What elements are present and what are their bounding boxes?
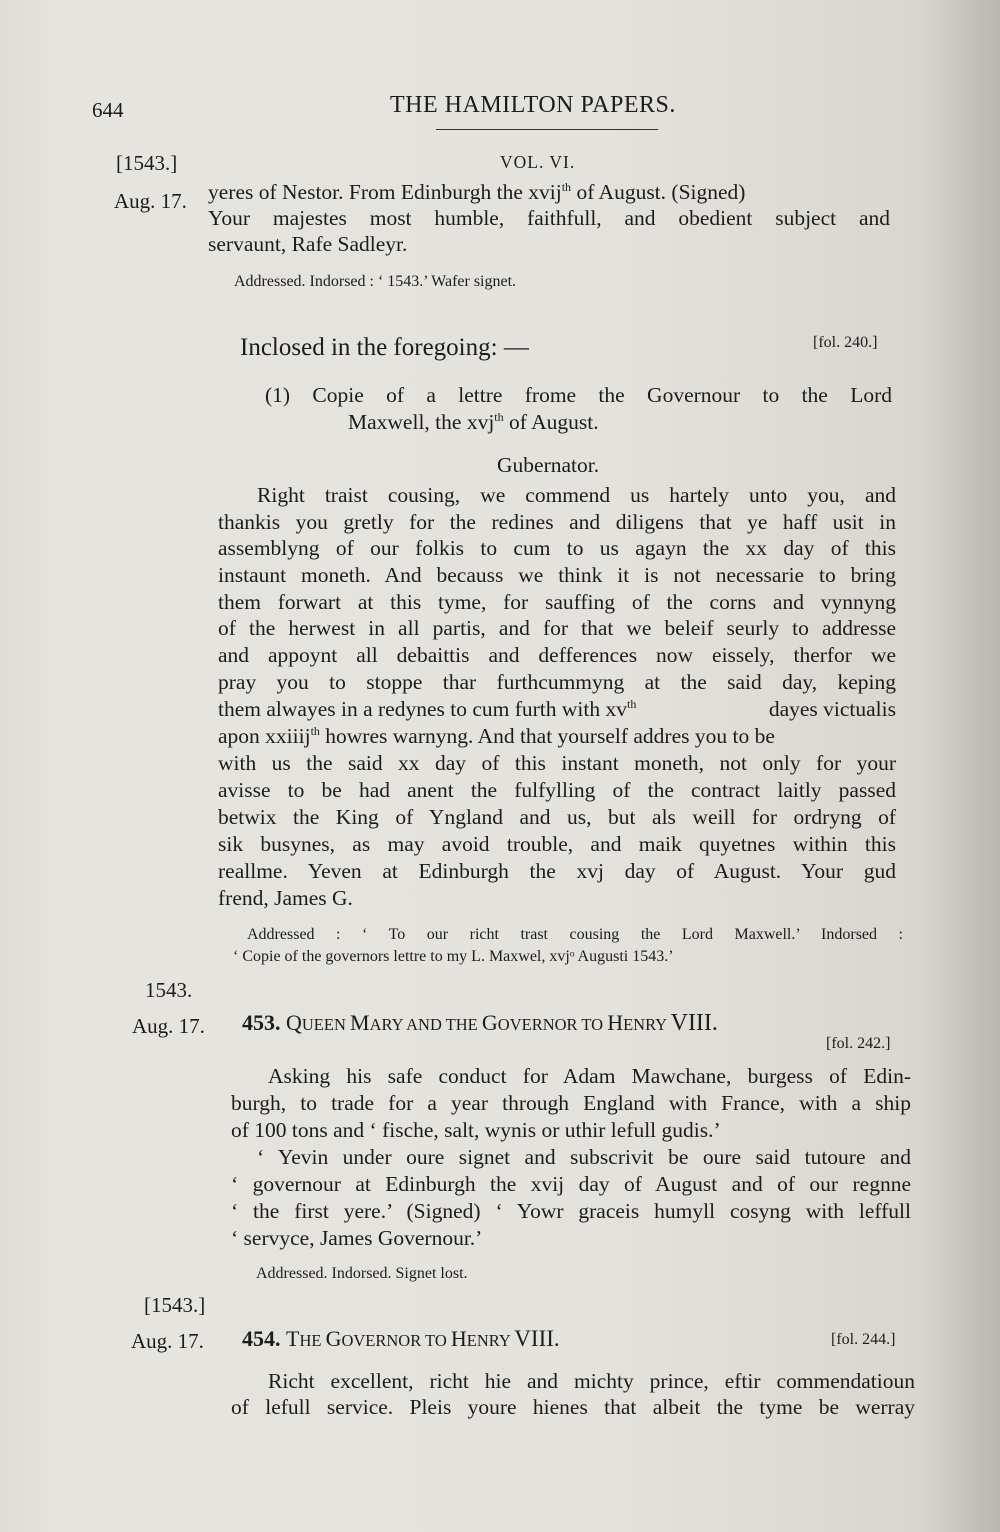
folio-reference: [fol. 242.] bbox=[826, 1035, 891, 1052]
calendar-line: ‘ governour at Edinburgh the xvij day of August and of our regnne bbox=[231, 1172, 911, 1196]
calendar-line: ‘ servyce, James Governour.’ bbox=[231, 1226, 483, 1250]
calendar-line: burgh, to trade for a year through England with France, with a ship bbox=[231, 1091, 911, 1115]
letter-line: yeres of Nestor. From Edinburgh the xvij$^{th}$ of August. (Signed) bbox=[208, 180, 746, 204]
salutation-name: Gubernator. bbox=[497, 453, 600, 477]
calendar-line: of lefull service. Pleis youre hienes that albeit the tyme be werray bbox=[231, 1395, 915, 1419]
letter-line: reallme. Yeven at Edinburgh the xvj day of August. Your gud bbox=[218, 859, 896, 883]
volume-label: VOL. VI. bbox=[500, 152, 576, 172]
letter-line: Right traist cousing, we commend us hartely unto you, and bbox=[257, 483, 896, 507]
letter-line: pray you to stoppe thar furthcummyng at the said day, keping bbox=[218, 670, 896, 694]
calendar-line: Asking his safe conduct for Adam Mawchane, burgess of Edin- bbox=[268, 1064, 911, 1088]
letter-line: avisse to be had anent the fulfylling of the contract laitly passed bbox=[218, 778, 896, 802]
calendar-line: of 100 tons and ‘ fische, salt, wynis or uthir lefull gudis.’ bbox=[231, 1118, 721, 1142]
endorsement-note: ‘ Copie of the governors lettre to my L. Maxwel, xvjᵒ Augusti 1543.’ bbox=[233, 948, 674, 965]
letter-line: thankis you gretly for the redines and diligens that ye haff usit in bbox=[218, 510, 896, 534]
folio-reference: [fol. 240.] bbox=[813, 334, 878, 351]
letter-line: them alwayes in a redynes to cum furth with $xv^{th}$ dayes victualis bbox=[218, 697, 896, 721]
letter-line: Your majestes most humble, faithfull, and obedient subject and bbox=[208, 206, 890, 230]
letter-line: with us the said xx day of this instant moneth, not only for your bbox=[218, 751, 896, 775]
letter-line: servaunt, Rafe Sadleyr. bbox=[208, 232, 408, 256]
letter-line: assemblyng of our folkis to cum to us agayn the xx day of this bbox=[218, 536, 896, 560]
margin-date: Aug. 17. bbox=[131, 1329, 204, 1353]
copy-heading: Maxwell, the xvj$^{th}$ of August. bbox=[348, 410, 599, 434]
running-title: THE HAMILTON PAPERS. bbox=[390, 92, 676, 118]
margin-year: 1543. bbox=[145, 978, 193, 1002]
margin-date: Aug. 17. bbox=[132, 1014, 205, 1038]
endorsement-note: Addressed. Indorsed : ‘ 1543.’ Wafer signet. bbox=[234, 273, 517, 290]
letter-line: of the herwest in all partis, and for that we beleif seurly to addresse bbox=[218, 616, 896, 640]
letter-line: and appoynt all debaittis and defferences now eissely, therfor we bbox=[218, 643, 896, 667]
letter-line: instaunt moneth. And becauss we think it is not necessarie to bring bbox=[218, 563, 896, 587]
endorsement-note: Addressed. Indorsed. Signet lost. bbox=[256, 1265, 468, 1282]
calendar-line: Richt excellent, richt hie and michty prince, eftir commendatioun bbox=[268, 1369, 915, 1393]
margin-year: [1543.] bbox=[144, 1293, 206, 1317]
margin-date: Aug. 17. bbox=[114, 189, 187, 213]
entry-heading: 454. THE GOVERNOR TO HENRY VIII. bbox=[242, 1326, 560, 1351]
copy-heading: (1) Copie of a lettre frome the Governour to the Lord bbox=[265, 383, 892, 407]
letter-line: betwix the King of Yngland and us, but als weill for ordryng of bbox=[218, 805, 896, 829]
calendar-line: ‘ Yevin under oure signet and subscrivit be oure said tutoure and bbox=[257, 1145, 911, 1169]
folio-reference: [fol. 244.] bbox=[831, 1331, 896, 1348]
enclosure-title: Inclosed in the foregoing: — bbox=[240, 334, 529, 361]
margin-year: [1543.] bbox=[116, 151, 178, 175]
calendar-line: ‘ the first yere.’ (Signed) ‘ Yowr graceis humyll cosyng with leffull bbox=[231, 1199, 911, 1223]
header-rule bbox=[436, 129, 658, 130]
letter-line: frend, James G. bbox=[218, 886, 353, 910]
endorsement-note: Addressed : ‘ To our richt trast cousing the Lord Maxwell.’ Indorsed : bbox=[247, 926, 903, 943]
letter-line: apon xxiiij$^{th}$ howres warnyng. And that yourself addres you to be bbox=[218, 724, 775, 748]
letter-line: sik busynes, as may avoid trouble, and maik quyetnes within this bbox=[218, 832, 896, 856]
letter-line: them forwart at this tyme, for sauffing of the corns and vynnyng bbox=[218, 590, 896, 614]
entry-heading: 453. QUEEN MARY AND THE GOVERNOR TO HENRY VIII. bbox=[242, 1010, 718, 1036]
page-number: 644 bbox=[92, 98, 124, 122]
